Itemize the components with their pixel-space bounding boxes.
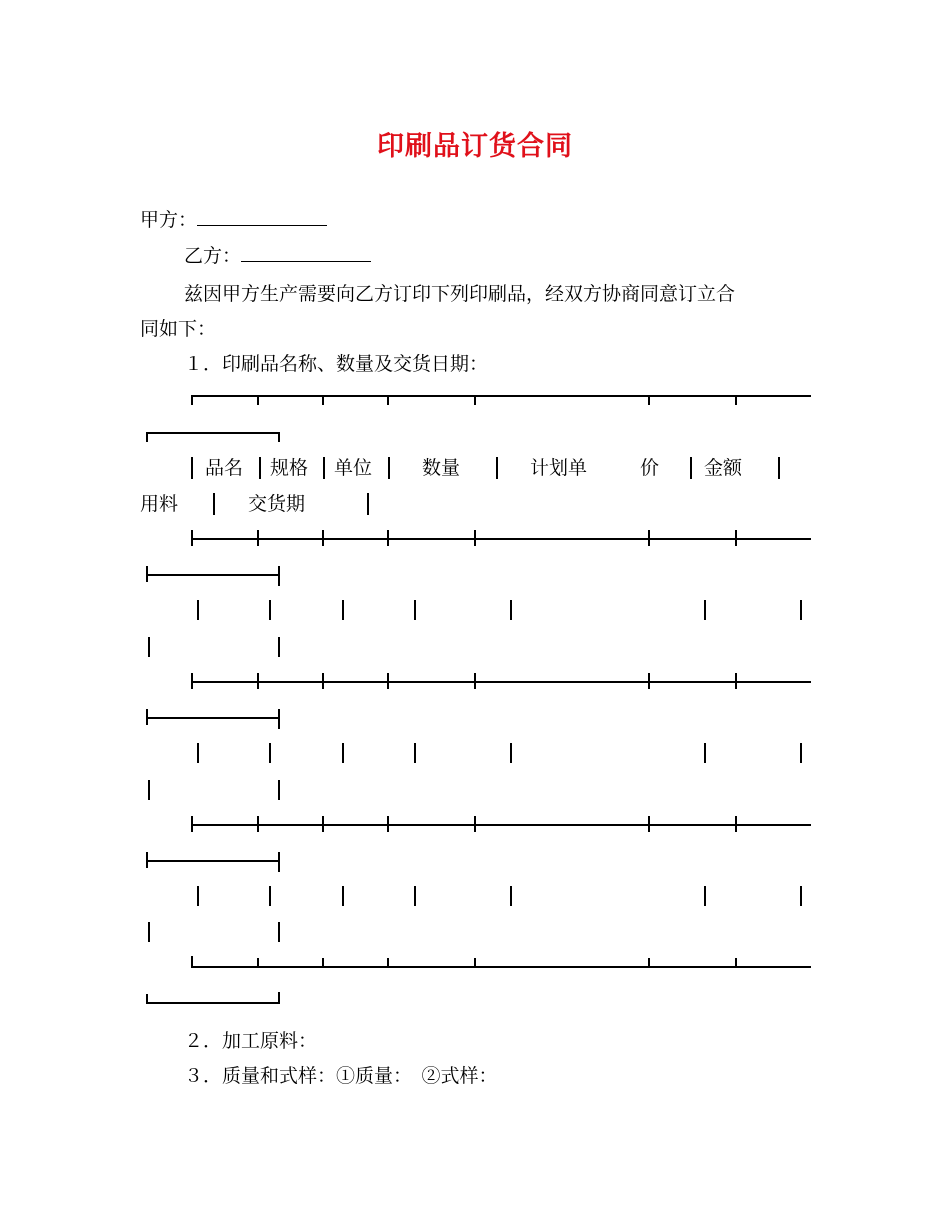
table-tick	[257, 530, 259, 546]
table-tick	[322, 395, 324, 405]
table-rule	[191, 824, 811, 826]
table-bar	[259, 457, 261, 479]
table-rule	[191, 538, 811, 540]
table-bar	[197, 886, 199, 906]
table-rule	[146, 574, 280, 576]
table-bar	[704, 600, 706, 620]
table-tick	[278, 852, 280, 872]
table-tick	[146, 709, 148, 725]
table-rule	[146, 432, 280, 434]
party-b-blank	[241, 243, 371, 262]
header-planned-unit: 计划单	[530, 457, 588, 479]
table-tick	[257, 395, 259, 405]
table-tick	[191, 395, 193, 405]
table-tick	[474, 958, 476, 966]
section-2-heading: ２．加工原料：	[184, 1030, 318, 1052]
table-tick	[257, 816, 259, 832]
table-tick	[387, 958, 389, 966]
table-bar	[323, 457, 325, 479]
table-bar	[148, 780, 150, 800]
table-tick	[322, 530, 324, 546]
party-a-blank	[197, 207, 327, 226]
header-material: 用料	[140, 493, 179, 515]
table-bar	[800, 886, 802, 906]
table-bar	[197, 600, 199, 620]
table-tick	[648, 530, 650, 546]
table-bar	[278, 922, 280, 942]
table-tick	[257, 958, 259, 966]
table-bar	[191, 457, 193, 479]
table-tick	[146, 432, 148, 442]
table-tick	[322, 958, 324, 966]
table-bar	[704, 743, 706, 763]
table-rule	[146, 717, 280, 719]
intro-line-2: 同如下：	[140, 318, 217, 340]
table-bar	[269, 886, 271, 906]
table-tick	[735, 395, 737, 405]
table-tick	[648, 673, 650, 689]
table-bar	[704, 886, 706, 906]
table-tick	[735, 673, 737, 689]
header-unit: 单位	[334, 457, 373, 479]
header-amount: 金额	[704, 457, 743, 479]
table-rule	[191, 395, 811, 397]
table-bar	[367, 493, 369, 515]
table-tick	[191, 816, 193, 832]
table-bar	[800, 600, 802, 620]
section-1-heading: １．印刷品名称、数量及交货日期：	[184, 353, 489, 375]
table-bar	[342, 886, 344, 906]
header-delivery-date: 交货期	[248, 493, 306, 515]
table-tick	[322, 673, 324, 689]
table-bar	[690, 457, 692, 479]
table-tick	[474, 530, 476, 546]
table-tick	[191, 673, 193, 689]
table-rule	[146, 1002, 280, 1004]
header-price: 价	[640, 457, 660, 479]
table-bar	[778, 457, 780, 479]
table-bar	[342, 743, 344, 763]
table-tick	[146, 994, 148, 1002]
header-spec: 规格	[270, 457, 309, 479]
table-bar	[269, 600, 271, 620]
table-tick	[191, 956, 193, 966]
party-a-label: 甲方：	[140, 209, 198, 231]
table-tick	[278, 992, 280, 1002]
table-tick	[648, 395, 650, 405]
table-tick	[648, 816, 650, 832]
table-tick	[474, 673, 476, 689]
party-a-line	[140, 207, 327, 233]
table-tick	[257, 673, 259, 689]
table-bar	[388, 457, 390, 479]
table-bar	[278, 637, 280, 657]
table-bar	[414, 886, 416, 906]
table-bar	[510, 600, 512, 620]
table-bar	[496, 457, 498, 479]
table-tick	[191, 530, 193, 546]
table-rule	[191, 966, 811, 968]
table-tick	[648, 958, 650, 966]
table-bar	[148, 637, 150, 657]
table-tick	[474, 816, 476, 832]
table-tick	[146, 852, 148, 868]
table-tick	[278, 432, 280, 442]
table-tick	[735, 530, 737, 546]
table-tick	[735, 958, 737, 966]
table-bar	[213, 493, 215, 515]
header-product-name: 品名	[205, 457, 244, 479]
section-3-heading: ３．质量和式样：①质量： ②式样：	[184, 1065, 498, 1087]
table-bar	[197, 743, 199, 763]
table-tick	[278, 709, 280, 729]
table-tick	[474, 395, 476, 405]
table-rule	[146, 860, 280, 862]
table-tick	[146, 566, 148, 582]
table-tick	[735, 816, 737, 832]
table-bar	[510, 886, 512, 906]
table-bar	[269, 743, 271, 763]
table-tick	[278, 566, 280, 586]
intro-line-1: 兹因甲方生产需要向乙方订印下列印刷品，经双方协商同意订立合	[184, 283, 736, 305]
table-bar	[148, 922, 150, 942]
header-quantity: 数量	[422, 457, 461, 479]
party-b-line	[184, 243, 371, 269]
table-tick	[387, 395, 389, 405]
table-bar	[414, 600, 416, 620]
table-rule	[191, 681, 811, 683]
table-bar	[510, 743, 512, 763]
table-bar	[278, 780, 280, 800]
table-tick	[387, 816, 389, 832]
document-title: 印刷品订货合同	[377, 131, 573, 162]
party-b-label: 乙方：	[184, 245, 242, 267]
table-tick	[322, 816, 324, 832]
table-bar	[414, 743, 416, 763]
table-tick	[387, 673, 389, 689]
table-bar	[800, 743, 802, 763]
table-bar	[342, 600, 344, 620]
table-tick	[387, 530, 389, 546]
